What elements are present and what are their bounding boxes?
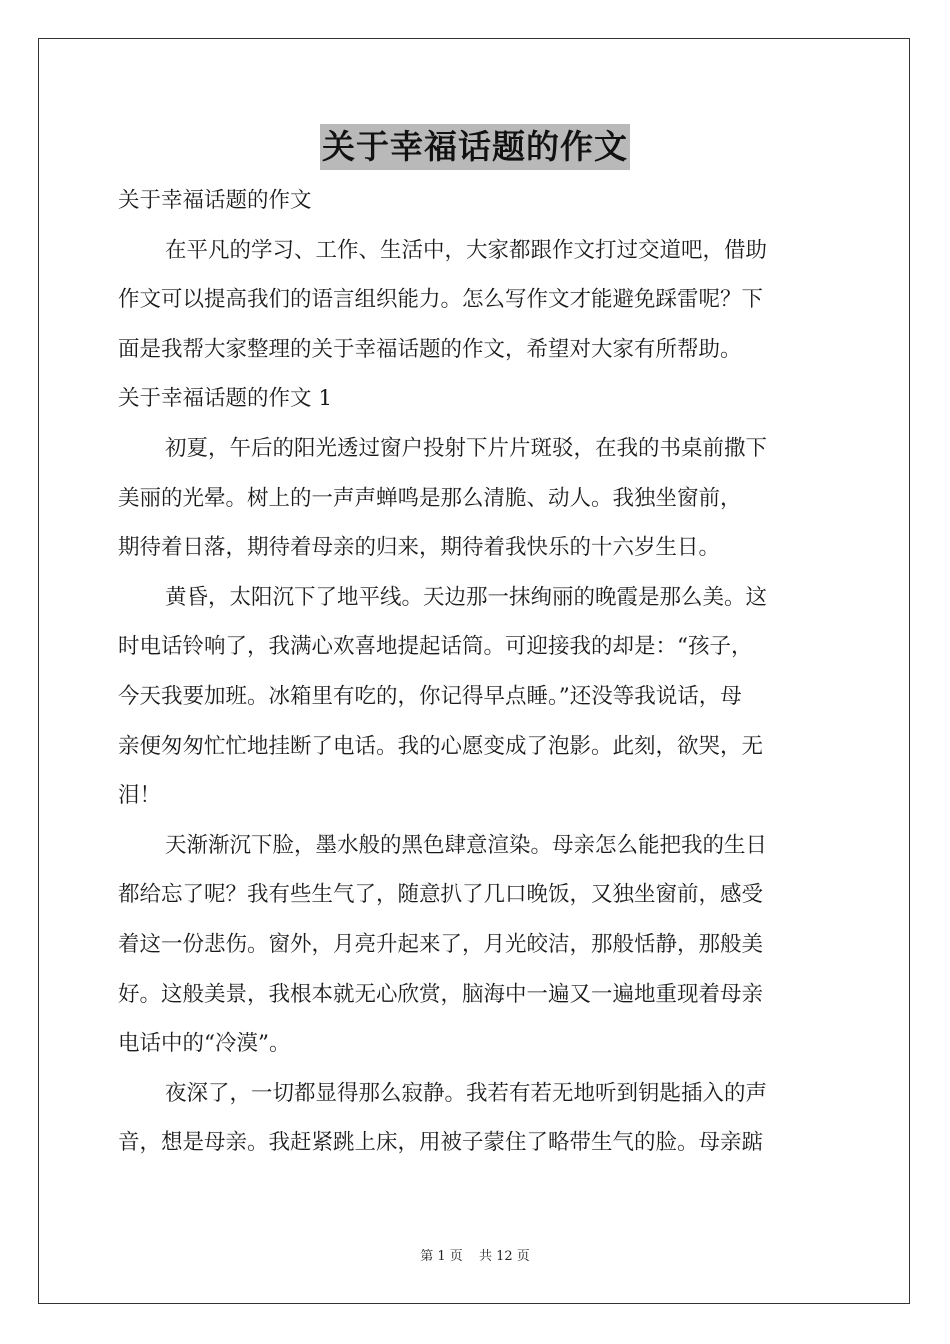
text-line: 作文可以提高我们的语言组织能力。怎么写作文才能避免踩雷呢？下 (118, 287, 764, 313)
text-line: 着这一份悲伤。窗外，月亮升起来了，月光皎洁，那般恬静，那般美 (118, 931, 764, 957)
text-line: 美丽的光晕。树上的一声声蝉鸣是那么清脆、动人。我独坐窗前， (118, 485, 742, 511)
page-footer (0, 1245, 950, 1264)
text-line: 今天我要加班。冰箱里有吃的，你记得早点睡。”还没等我说话，母 (118, 683, 742, 709)
text-line: 亲便匆匆忙忙地挂断了电话。我的心愿变成了泡影。此刻，欲哭，无 (118, 733, 764, 759)
document-title: 关于幸福话题的作文 (320, 124, 630, 170)
text-line: 电话中的“冷漠”。 (118, 1031, 291, 1057)
text-line: 时电话铃响了，我满心欢喜地提起话筒。可迎接我的却是：“孩子， (118, 634, 753, 660)
document-body (118, 176, 834, 1168)
text-line: 黄昏，太阳沉下了地平线。天边那一抹绚丽的晚霞是那么美。这 (165, 584, 768, 610)
text-line: 好。这般美景，我根本就无心欣赏，脑海中一遍又一遍地重现着母亲 (118, 981, 764, 1007)
text-line: 关于幸福话题的作文 1 (118, 386, 333, 412)
text-line: 面是我帮大家整理的关于幸福话题的作文，希望对大家有所帮助。 (118, 336, 742, 362)
text-line: 夜深了，一切都显得那么寂静。我若有若无地听到钥匙插入的声 (165, 1080, 768, 1106)
text-line: 泪！ (118, 783, 162, 809)
text-line: 天渐渐沉下脸，墨水般的黑色肆意渲染。母亲怎么能把我的生日 (165, 832, 768, 858)
text-line: 都给忘了呢？我有些生气了，随意扒了几口晚饭，又独坐窗前，感受 (118, 882, 764, 908)
text-line: 在平凡的学习、工作、生活中，大家都跟作文打过交道吧，借助 (165, 237, 768, 263)
page-total: 共 12 页 (478, 1249, 530, 1264)
text-line: 关于幸福话题的作文 (118, 188, 312, 213)
text-line: 期待着日落，期待着母亲的归来，期待着我快乐的十六岁生日。 (118, 535, 721, 561)
text-line: 初夏，午后的阳光透过窗户投射下片片斑驳，在我的书桌前撒下 (165, 435, 768, 461)
title-container (0, 124, 950, 170)
text-line: 音，想是母亲。我赶紧跳上床，用被子蒙住了略带生气的脸。母亲踮 (118, 1130, 764, 1156)
page-number: 第 1 页 (420, 1249, 463, 1264)
